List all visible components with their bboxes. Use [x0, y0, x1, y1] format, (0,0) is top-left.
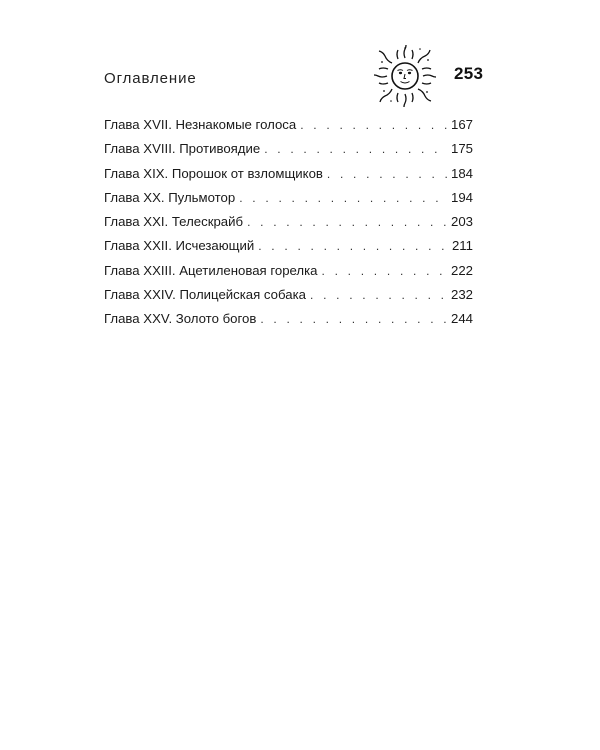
dot-leader	[258, 239, 448, 253]
toc-entry-title: Глава XXIV. Полицейская собака	[104, 287, 306, 303]
toc-entry-page: 184	[450, 165, 473, 181]
toc-entry-page: 203	[450, 214, 473, 230]
toc-entry-title: Глава XVII. Незнакомые голоса	[104, 117, 297, 132]
toc-entry	[104, 311, 473, 335]
toc-entry	[104, 238, 473, 262]
toc-entry-page: 232	[450, 287, 473, 303]
toc-entry-title: Глава XIX. Порошок от взломщиков	[104, 165, 323, 181]
toc-entry-title: Глава XXIII. Ацетиленовая горелка	[104, 262, 318, 278]
dot-leader	[322, 264, 447, 278]
toc-entry	[104, 166, 473, 190]
toc-entry-title: Глава XXV. Золото богов	[104, 311, 257, 327]
toc-entry-page: 175	[450, 141, 473, 157]
toc-entry-page: 244	[450, 311, 473, 327]
dot-leader	[260, 312, 447, 326]
toc-entry	[104, 263, 473, 287]
dot-leader	[327, 167, 447, 181]
toc-entry	[104, 214, 473, 238]
toc-entry-page: 222	[450, 262, 473, 278]
toc-entry-title: Глава XXII. Исчезающий	[104, 238, 255, 254]
toc-entry	[104, 117, 473, 141]
toc-entry	[104, 287, 473, 311]
section-title: Оглавление	[104, 70, 197, 87]
dot-leader	[247, 215, 447, 229]
toc-entry-page: 211	[451, 238, 473, 254]
table-of-contents	[104, 117, 473, 336]
dot-leader	[264, 142, 447, 156]
toc-entry	[104, 141, 473, 165]
dot-leader	[239, 191, 447, 205]
toc-entry-title: Глава XX. Пульмотор	[104, 189, 236, 205]
page-number: 253	[454, 64, 484, 83]
toc-entry-page: 167	[450, 117, 473, 132]
dot-leader	[310, 288, 447, 302]
dot-leader	[300, 118, 447, 132]
toc-entry-title: Глава XVIII. Противоядие	[104, 141, 261, 157]
sun-face-icon	[374, 45, 436, 107]
toc-entry	[104, 190, 473, 214]
toc-entry-page: 194	[450, 189, 473, 205]
toc-entry-title: Глава XXI. Телескрайб	[104, 214, 244, 230]
